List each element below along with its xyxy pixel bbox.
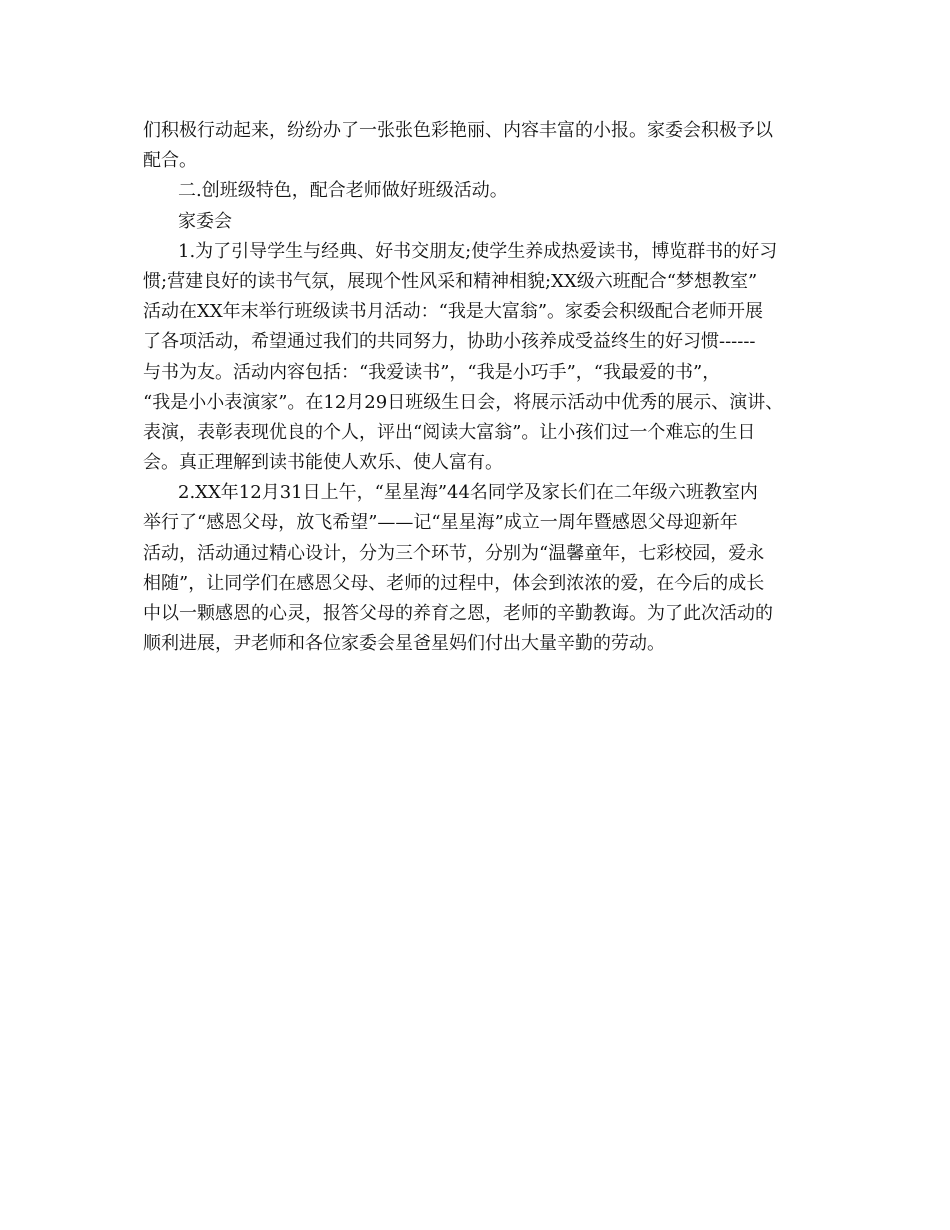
subsection-label: 家委会	[178, 210, 232, 232]
text-line: 配合。	[143, 150, 197, 172]
text-line: 顺利进展，尹老师和各位家委会星爸星妈们付出大量辛勤的劳动。	[143, 633, 665, 655]
text-line: 活动，活动通过精心设计，分为三个环节，分别为“温馨童年，七彩校园，爱永	[143, 542, 765, 564]
text-line: 相随”，让同学们在感恩父母、老师的过程中，体会到浓浓的爱，在今后的成长	[143, 572, 765, 594]
document-body	[143, 116, 833, 659]
text-line: 活动在XX年末举行班级读书月活动：“我是大富翁”。家委会积级配合老师开展	[143, 301, 764, 323]
text-line: 中以一颗感恩的心灵，报答父母的养育之恩，老师的辛勤教诲。为了此次活动的	[143, 603, 773, 624]
text-line: 了各项活动，希望通过我们的共同努力，协助小孩养成受益终生的好习惯------	[143, 331, 756, 353]
text-line: 与书为友。活动内容包括：“我爱读书”，“我是小巧手”，“我最爱的书”，	[143, 361, 721, 383]
section-heading: 二.创班级特色，配合老师做好班级活动。	[178, 180, 508, 202]
text-line: 会。真正理解到读书能使人欢乐、使人富有。	[143, 452, 503, 474]
text-line: “我是小小表演家”。在12月29日班级生日会，将展示活动中优秀的展示、演讲、	[143, 391, 784, 413]
text-line: 2.XX年12月31日上午，“星星海”44名同学及家长们在二年级六班教室内	[178, 482, 758, 504]
text-line: 1.为了引导学生与经典、好书交朋友;使学生养成热爱读书，博览群书的好习	[178, 240, 778, 262]
text-line: 们积极行动起来，纷纷办了一张张色彩艳丽、内容丰富的小报。家委会积极予以	[143, 120, 773, 141]
text-line: 惯;营建良好的读书气氛，展现个性风采和精神相貌;XX级六班配合“梦想教室”	[143, 270, 758, 292]
text-line: 表演，表彰表现优良的个人，评出“阅读大富翁”。让小孩们过一个难忘的生日	[143, 421, 756, 443]
text-line: 举行了“感恩父母，放飞希望”——记“星星海”成立一周年暨感恩父母迎新年	[143, 512, 738, 534]
